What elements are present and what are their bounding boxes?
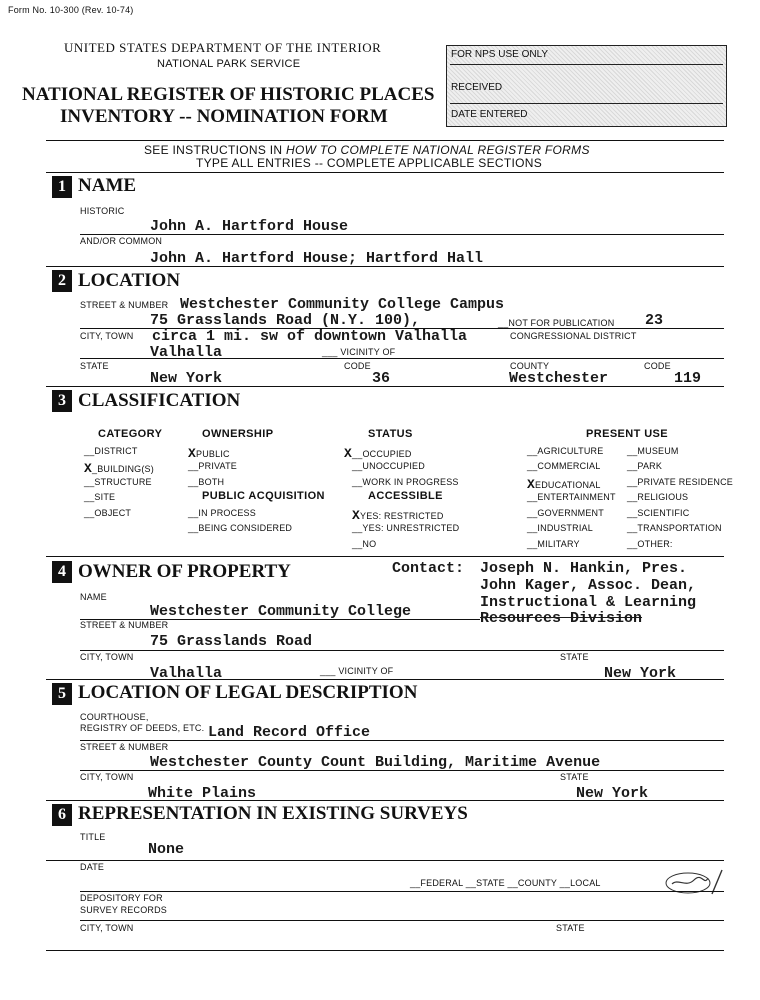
county-level-label: COUNTY bbox=[517, 878, 557, 888]
legal-state-field[interactable]: New York bbox=[576, 785, 649, 802]
checkbox-educational[interactable] bbox=[527, 477, 601, 492]
checkbox-object[interactable]: __OBJECT bbox=[84, 508, 132, 518]
checkbox-religious[interactable]: __RELIGIOUS bbox=[627, 492, 689, 502]
section-title-classification: CLASSIFICATION bbox=[78, 390, 241, 411]
check-mark-icon: X bbox=[527, 477, 536, 492]
checkbox-government[interactable]: __GOVERNMENT bbox=[527, 508, 604, 518]
owner-vicinity-option[interactable]: ___ VICINITY OF bbox=[320, 666, 394, 676]
survey-city-label: CITY, TOWN bbox=[80, 923, 134, 933]
city-town-label: CITY, TOWN bbox=[80, 331, 134, 341]
section-title-name: NAME bbox=[78, 175, 137, 196]
accessible-heading: ACCESSIBLE bbox=[368, 490, 443, 502]
ownership-heading: OWNERSHIP bbox=[202, 428, 274, 440]
county-field[interactable]: Westchester bbox=[509, 370, 609, 387]
option-label: YES: RESTRICTED bbox=[360, 511, 444, 521]
depository-label-line2: SURVEY RECORDS bbox=[80, 905, 167, 915]
owner-street-label: STREET & NUMBER bbox=[80, 620, 169, 630]
section-title-location: LOCATION bbox=[78, 270, 181, 291]
contact-line3[interactable]: Instructional & Learning bbox=[480, 594, 697, 611]
section-title-owner: OWNER OF PROPERTY bbox=[78, 561, 291, 582]
option-label: PRIVATE bbox=[198, 461, 237, 471]
owner-name-field[interactable]: Westchester Community College bbox=[150, 603, 412, 620]
common-label: AND/OR COMMON bbox=[80, 236, 163, 246]
not-for-publication-label: NOT FOR PUBLICATION bbox=[508, 318, 615, 328]
section-number-6: 6 bbox=[52, 804, 72, 826]
instructions-line1 bbox=[144, 143, 590, 157]
contact-line4[interactable]: Resources Division bbox=[480, 610, 643, 627]
option-label: MUSEUM bbox=[637, 446, 679, 456]
instructions-prefix: SEE INSTRUCTIONS IN bbox=[144, 143, 287, 157]
option-label: PARK bbox=[637, 461, 663, 471]
survey-title-field[interactable]: None bbox=[148, 841, 185, 858]
status-heading: STATUS bbox=[368, 428, 413, 440]
district-number[interactable]: 23 bbox=[645, 312, 664, 329]
state-label: STATE bbox=[80, 361, 109, 371]
nps-use-only-label: FOR NPS USE ONLY bbox=[451, 49, 549, 60]
state-code-field[interactable]: 36 bbox=[372, 370, 391, 387]
contact-label: Contact: bbox=[392, 560, 465, 577]
option-label: STRUCTURE bbox=[94, 477, 152, 487]
location-street-line2[interactable]: 75 Grasslands Road (N.Y. 100), bbox=[150, 312, 421, 329]
checkbox-other[interactable]: __OTHER: bbox=[627, 539, 673, 549]
checkbox-agriculture[interactable]: __AGRICULTURE bbox=[527, 446, 604, 456]
vicinity-label: VICINITY OF bbox=[340, 347, 396, 357]
street-number-label: STREET & NUMBER bbox=[80, 300, 169, 310]
common-name-field[interactable]: John A. Hartford House; Hartford Hall bbox=[150, 250, 484, 267]
option-label: TRANSPORTATION bbox=[637, 523, 722, 533]
check-mark-icon: X bbox=[352, 508, 361, 523]
county-label: COUNTY bbox=[510, 361, 550, 371]
option-label: OBJECT bbox=[94, 508, 132, 518]
public-acquisition-heading: PUBLIC ACQUISITION bbox=[202, 490, 325, 502]
checkbox-both[interactable]: __BOTH bbox=[188, 477, 225, 487]
checkbox-transportation[interactable]: __TRANSPORTATION bbox=[627, 523, 722, 533]
checkbox-entertainment[interactable]: __ENTERTAINMENT bbox=[527, 492, 616, 502]
checkbox-no[interactable]: __NO bbox=[352, 539, 377, 549]
date-entered-label: DATE ENTERED bbox=[451, 109, 528, 120]
survey-title-label: TITLE bbox=[80, 832, 106, 842]
location-city-line1[interactable]: circa 1 mi. sw of downtown Valhalla bbox=[152, 328, 468, 345]
checkbox-park[interactable]: __PARK bbox=[627, 461, 663, 471]
received-label: RECEIVED bbox=[451, 82, 503, 93]
option-label: IN PROCESS bbox=[198, 508, 256, 518]
section-number-3: 3 bbox=[52, 390, 72, 412]
section-number-4: 4 bbox=[52, 561, 72, 583]
owner-street-field[interactable]: 75 Grasslands Road bbox=[150, 633, 313, 650]
checkbox-public[interactable] bbox=[188, 446, 230, 461]
option-label: OTHER: bbox=[637, 539, 673, 549]
option-label: OCCUPIED bbox=[362, 449, 412, 459]
courthouse-label-line1: COURTHOUSE, bbox=[80, 712, 149, 722]
courthouse-label-line2: REGISTRY OF DEEDS, ETC. bbox=[80, 723, 205, 733]
option-label: AGRICULTURE bbox=[537, 446, 604, 456]
contact-line2[interactable]: John Kager, Assoc. Dean, bbox=[480, 577, 697, 594]
check-mark-icon: X bbox=[188, 446, 197, 461]
checkbox-yes-restricted[interactable] bbox=[352, 508, 444, 523]
option-label: SCIENTIFIC bbox=[637, 508, 690, 518]
handwritten-mark-icon bbox=[660, 866, 726, 898]
option-label: MILITARY bbox=[537, 539, 580, 549]
legal-city-label: CITY, TOWN bbox=[80, 772, 134, 782]
vicinity-option[interactable]: ___ VICINITY OF bbox=[322, 347, 396, 357]
option-label: COMMERCIAL bbox=[537, 461, 601, 471]
section-title-surveys: REPRESENTATION IN EXISTING SURVEYS bbox=[78, 803, 468, 824]
legal-street-label: STREET & NUMBER bbox=[80, 742, 169, 752]
state-field[interactable]: New York bbox=[150, 370, 223, 387]
checkbox-private-residence[interactable]: __PRIVATE RESIDENCE bbox=[627, 477, 734, 487]
present-use-heading: PRESENT USE bbox=[586, 428, 669, 440]
option-label: INDUSTRIAL bbox=[537, 523, 593, 533]
checkbox-site[interactable]: __SITE bbox=[84, 492, 116, 502]
legal-city-field[interactable]: White Plains bbox=[148, 785, 257, 802]
checkbox-scientific[interactable]: __SCIENTIFIC bbox=[627, 508, 690, 518]
not-for-publication-option[interactable]: __NOT FOR PUBLICATION bbox=[498, 318, 615, 328]
checkbox-district[interactable]: __DISTRICT bbox=[84, 446, 138, 456]
legal-street-field[interactable]: Westchester County Count Building, Maritime Avenue bbox=[150, 754, 601, 771]
option-label: SITE bbox=[94, 492, 116, 502]
courthouse-field[interactable]: Land Record Office bbox=[208, 724, 371, 741]
option-label: UNOCCUPIED bbox=[362, 461, 425, 471]
instructions-italic: HOW TO COMPLETE NATIONAL REGISTER FORMS bbox=[286, 143, 590, 157]
state-level-label: STATE bbox=[476, 878, 505, 888]
checkbox-in-process[interactable]: __IN PROCESS bbox=[188, 508, 256, 518]
owner-state-label: STATE bbox=[560, 652, 589, 662]
option-label: ENTERTAINMENT bbox=[537, 492, 616, 502]
option-label: NO bbox=[362, 539, 377, 549]
state-code-label: CODE bbox=[344, 361, 371, 371]
checkbox-museum[interactable]: __MUSEUM bbox=[627, 446, 679, 456]
section-number-1: 1 bbox=[52, 176, 72, 198]
option-label: RELIGIOUS bbox=[637, 492, 689, 502]
form-title-line2: INVENTORY -- NOMINATION FORM bbox=[60, 106, 388, 127]
owner-vicinity-label: VICINITY OF bbox=[338, 666, 394, 676]
checkbox-unoccupied[interactable]: __UNOCCUPIED bbox=[352, 461, 425, 471]
option-label: PUBLIC bbox=[196, 449, 230, 459]
option-label: EDUCATIONAL bbox=[535, 480, 601, 490]
check-mark-icon: X bbox=[344, 446, 353, 461]
checkbox-structure[interactable]: __STRUCTURE bbox=[84, 477, 152, 487]
checkbox-being-considered[interactable]: __BEING CONSIDERED bbox=[188, 523, 293, 533]
checkbox-industrial[interactable]: __INDUSTRIAL bbox=[527, 523, 593, 533]
section-title-legal: LOCATION OF LEGAL DESCRIPTION bbox=[78, 682, 418, 703]
owner-state-field[interactable]: New York bbox=[604, 665, 677, 682]
instructions-line2: TYPE ALL ENTRIES -- COMPLETE APPLICABLE SECTIONS bbox=[196, 156, 543, 170]
check-mark-icon: X bbox=[84, 461, 93, 476]
option-label: BEING CONSIDERED bbox=[198, 523, 293, 533]
location-street-line1[interactable]: Westchester Community College Campus bbox=[180, 296, 505, 313]
department-name: UNITED STATES DEPARTMENT OF THE INTERIOR bbox=[64, 40, 382, 55]
congressional-district-label: CONGRESSIONAL DISTRICT bbox=[510, 331, 637, 341]
service-name: NATIONAL PARK SERVICE bbox=[157, 58, 301, 70]
option-label: GOVERNMENT bbox=[537, 508, 604, 518]
location-city-line2[interactable]: Valhalla bbox=[150, 344, 223, 361]
survey-level-options[interactable]: __FEDERAL __STATE __COUNTY __LOCAL bbox=[410, 878, 601, 888]
survey-date-label: DATE bbox=[80, 862, 105, 872]
checkbox-occupied[interactable]: X__OCCUPIED bbox=[344, 446, 412, 461]
nps-use-only-box bbox=[446, 45, 727, 127]
county-code-label: CODE bbox=[644, 361, 671, 371]
federal-label: FEDERAL bbox=[420, 878, 463, 888]
checkbox-buildings[interactable]: X_BUILDING(S) bbox=[84, 461, 154, 476]
form-title-line1: NATIONAL REGISTER OF HISTORIC PLACES bbox=[22, 84, 435, 105]
option-label: WORK IN PROGRESS bbox=[362, 477, 459, 487]
section-number-5: 5 bbox=[52, 683, 72, 705]
owner-city-label: CITY, TOWN bbox=[80, 652, 134, 662]
checkbox-military[interactable]: __MILITARY bbox=[527, 539, 580, 549]
owner-name-label: NAME bbox=[80, 592, 107, 602]
checkbox-private[interactable]: __PRIVATE bbox=[188, 461, 237, 471]
checkbox-yes-unrestricted[interactable]: __YES: UNRESTRICTED bbox=[352, 523, 460, 533]
historic-label: HISTORIC bbox=[80, 206, 125, 216]
survey-state-label: STATE bbox=[556, 923, 585, 933]
section-number-2: 2 bbox=[52, 270, 72, 292]
option-label: DISTRICT bbox=[94, 446, 138, 456]
option-label: YES: UNRESTRICTED bbox=[362, 523, 460, 533]
category-heading: CATEGORY bbox=[98, 428, 163, 440]
option-label: BUILDING(S) bbox=[97, 464, 154, 474]
option-label: PRIVATE RESIDENCE bbox=[637, 477, 734, 487]
form-number: Form No. 10-300 (Rev. 10-74) bbox=[8, 5, 134, 15]
option-label: BOTH bbox=[198, 477, 225, 487]
county-code-field[interactable]: 119 bbox=[674, 370, 702, 387]
historic-name-field[interactable]: John A. Hartford House bbox=[150, 218, 349, 235]
checkbox-commercial[interactable]: __COMMERCIAL bbox=[527, 461, 601, 471]
checkbox-work-in-progress[interactable]: __WORK IN PROGRESS bbox=[352, 477, 459, 487]
owner-city-field[interactable]: Valhalla bbox=[150, 665, 223, 682]
legal-state-label: STATE bbox=[560, 772, 589, 782]
local-level-label: LOCAL bbox=[570, 878, 601, 888]
depository-label-line1: DEPOSITORY FOR bbox=[80, 893, 163, 903]
contact-line1[interactable]: Joseph N. Hankin, Pres. bbox=[480, 560, 688, 577]
